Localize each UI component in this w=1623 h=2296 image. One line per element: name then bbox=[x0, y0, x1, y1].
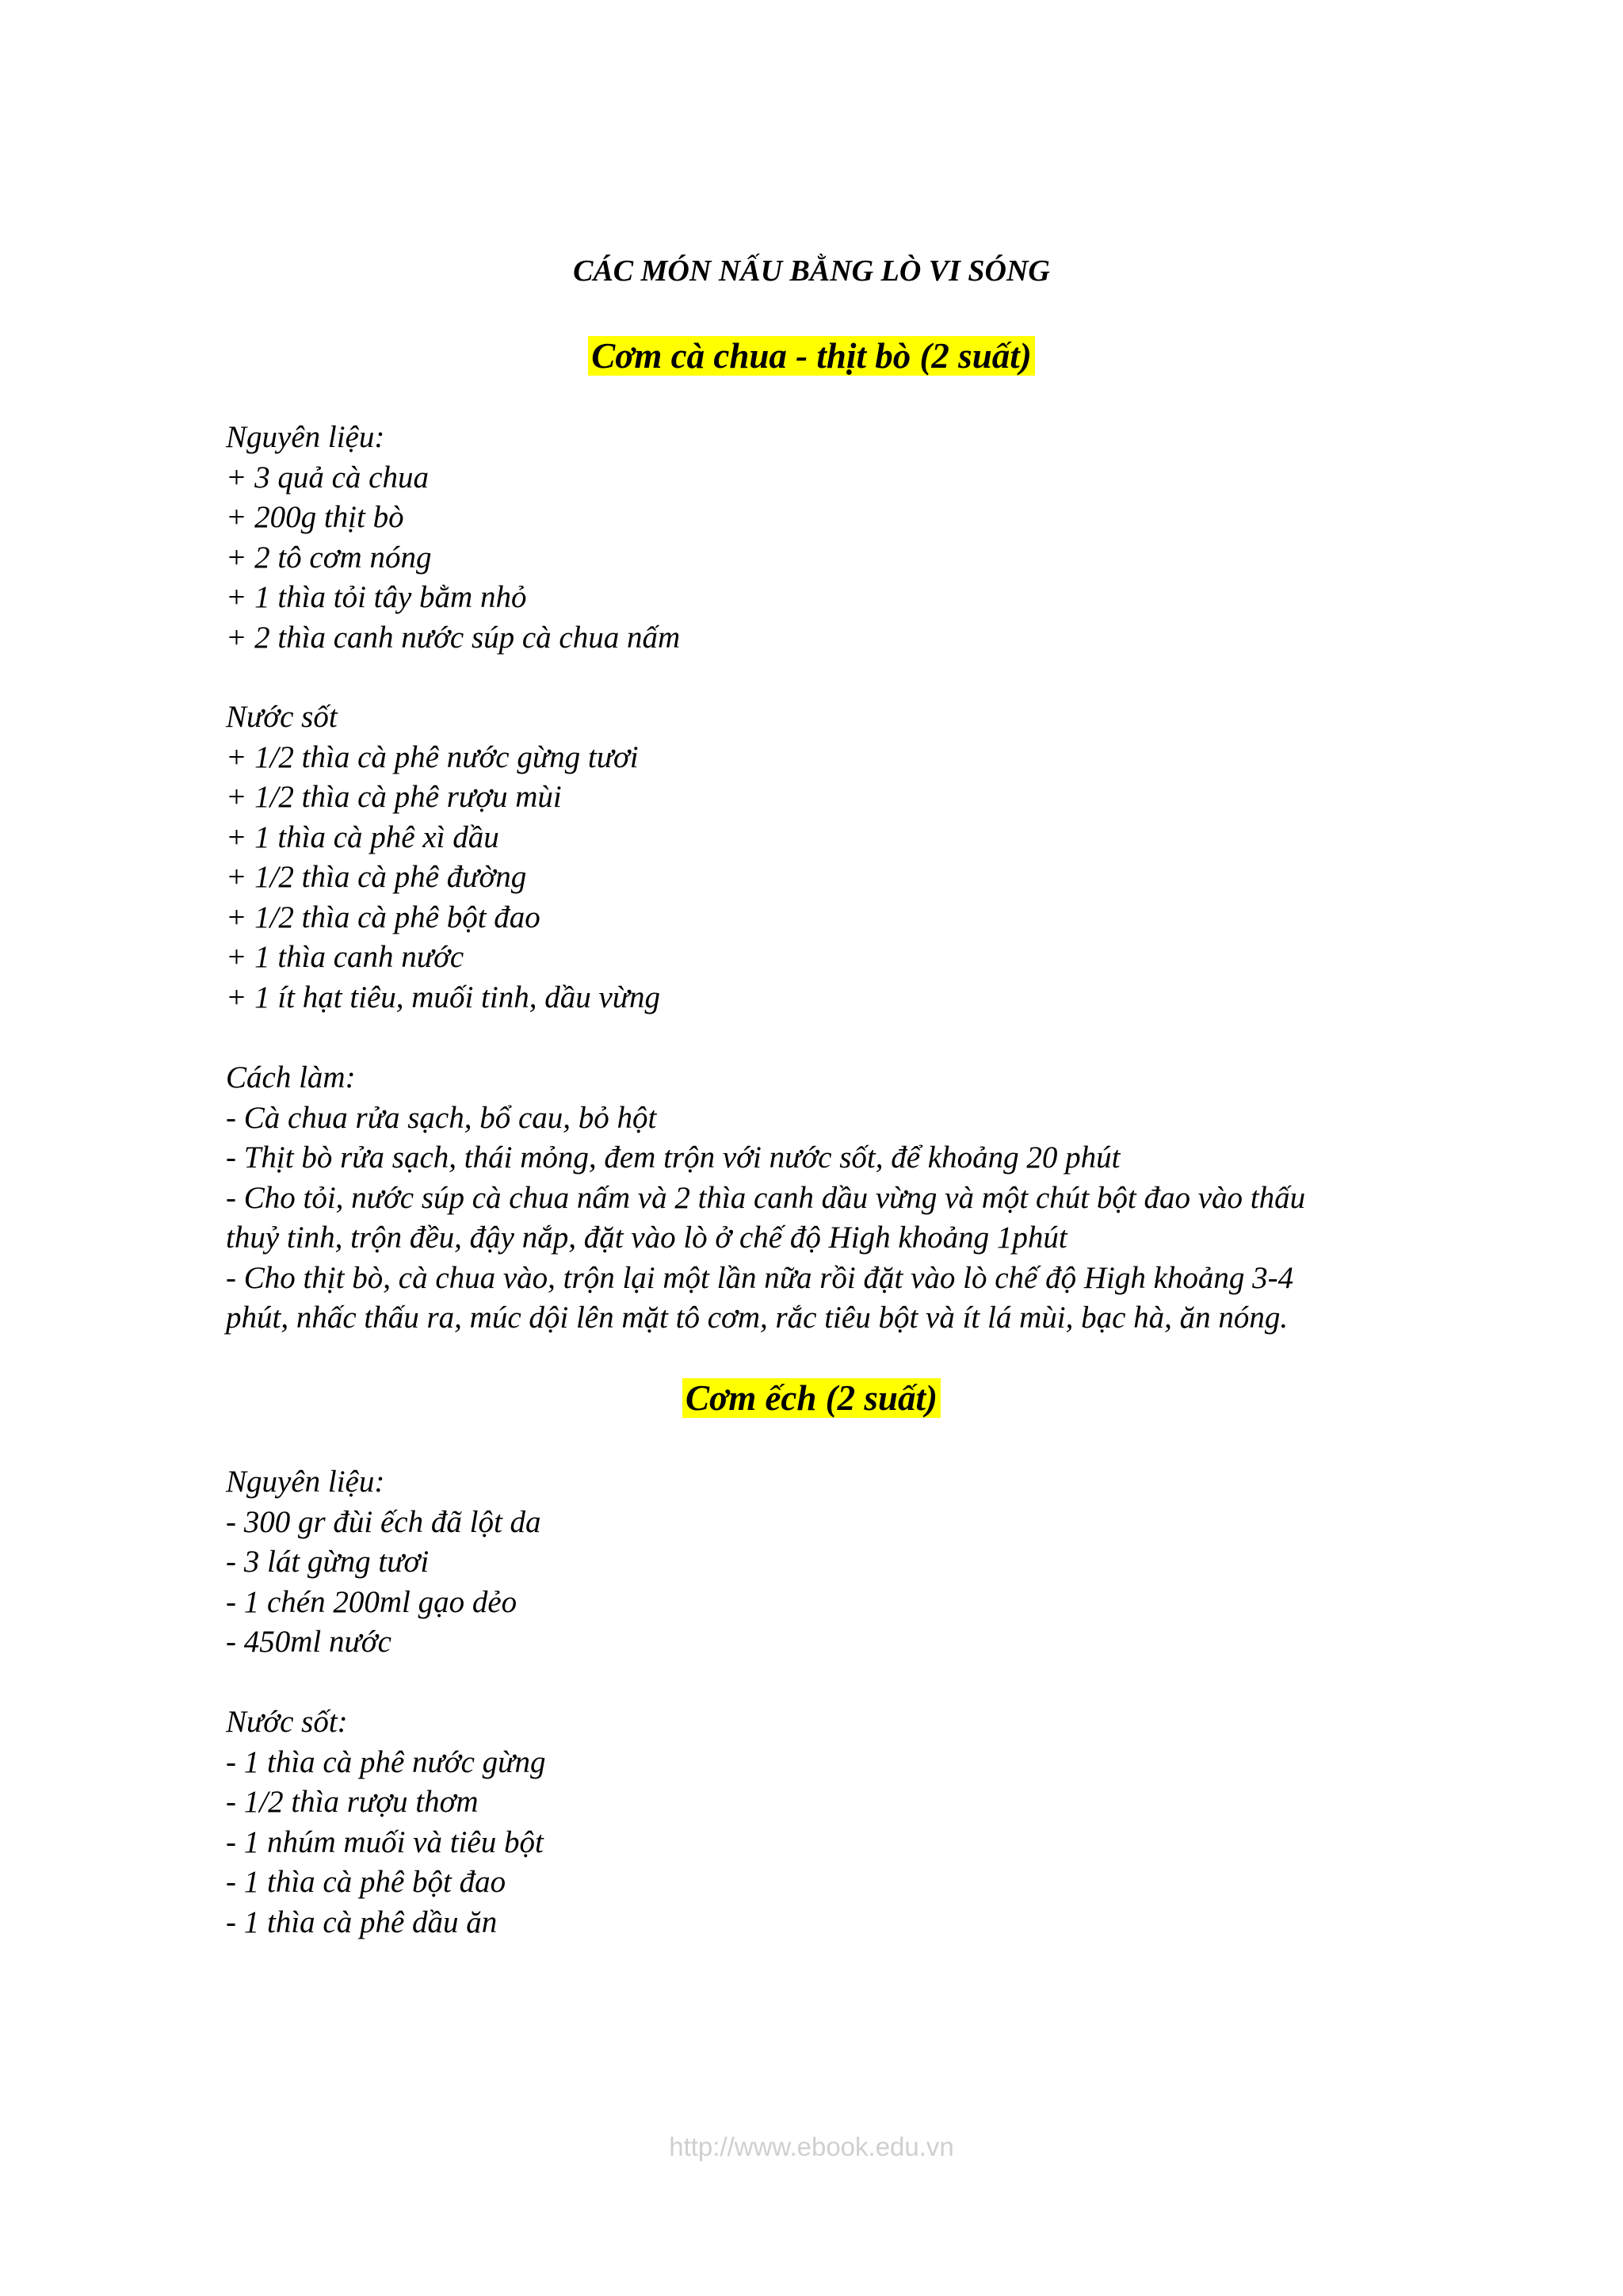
sauce-item: + 1 thìa cà phê xì dầu bbox=[226, 819, 499, 854]
ingredient-item: - 3 lát gừng tươi bbox=[226, 1545, 430, 1579]
method-line: - Cà chua rửa sạch, bổ cau, bỏ hột bbox=[226, 1100, 657, 1135]
sauce-heading: Nước sốt bbox=[226, 700, 338, 734]
ingredient-item: - 300 gr đùi ếch đã lột da bbox=[226, 1504, 541, 1539]
sauce-item: - 1 thìa cà phê bột đao bbox=[226, 1865, 506, 1899]
sauce-item: - 1 nhúm muối và tiêu bột bbox=[226, 1824, 544, 1859]
recipe-1-ingredients bbox=[226, 418, 1462, 658]
ingredient-item: + 200g thịt bò bbox=[226, 500, 404, 534]
method-line: - Cho tỏi, nước súp cà chua nấm và 2 thìa canh dầu vừng và một chút bột đao vào thấu bbox=[226, 1180, 1306, 1215]
recipe-title-frog-rice bbox=[0, 1375, 1623, 1421]
sauce-item: + 1 ít hạt tiêu, muối tinh, dầu vừng bbox=[226, 980, 661, 1014]
sauce-item: + 1 thìa canh nước bbox=[226, 940, 464, 974]
sauce-item: + 1/2 thìa cà phê đường bbox=[226, 860, 527, 894]
sauce-heading: Nước sốt: bbox=[226, 1705, 348, 1739]
method-line: thuỷ tinh, trộn đều, đậy nắp, đặt vào lò ở chế độ High khoảng 1phút bbox=[226, 1221, 1067, 1255]
method-line: phút, nhấc thấu ra, múc dội lên mặt tô cơm, rắc tiêu bột và ít lá mùi, bạc hà, ăn nóng. bbox=[226, 1301, 1289, 1335]
method-line: - Cho thịt bò, cà chua vào, trộn lại một lần nữa rồi đặt vào lò chế độ High khoảng 3-4 bbox=[226, 1260, 1294, 1295]
recipe-1-sauce bbox=[226, 697, 1462, 1018]
ingredient-item: + 2 tô cơm nóng bbox=[226, 540, 432, 575]
sauce-item: + 1/2 thìa cà phê nước gừng tươi bbox=[226, 739, 639, 774]
sauce-item: + 1/2 thìa cà phê rượu mùi bbox=[226, 780, 562, 814]
sauce-item: - 1 thìa cà phê nước gừng bbox=[226, 1744, 546, 1779]
ingredients-heading: Nguyên liệu: bbox=[226, 1465, 385, 1499]
document-title: CÁC MÓN NẤU BẰNG LÒ VI SÓNG bbox=[573, 254, 1050, 288]
ingredient-item: - 1 chén 200ml gạo dẻo bbox=[226, 1584, 517, 1619]
footer-url: http://www.ebook.edu.vn bbox=[669, 2132, 954, 2161]
recipe-title-highlight: Cơm ếch (2 suất) bbox=[682, 1378, 941, 1418]
ingredient-item: + 1 thìa tỏi tây bằm nhỏ bbox=[226, 580, 527, 614]
recipe-1-method bbox=[226, 1058, 1462, 1339]
recipe-title-highlight: Cơm cà chua - thịt bò (2 suất) bbox=[588, 336, 1034, 376]
recipe-title-tomato-beef-rice bbox=[0, 333, 1623, 379]
ingredients-heading: Nguyên liệu: bbox=[226, 420, 385, 454]
method-heading: Cách làm: bbox=[226, 1060, 356, 1095]
ingredient-item: + 3 quả cà chua bbox=[226, 460, 429, 495]
recipe-2-sauce bbox=[226, 1702, 1462, 1943]
recipe-2-ingredients bbox=[226, 1462, 1462, 1663]
sauce-item: - 1/2 thìa rượu thơm bbox=[226, 1785, 479, 1819]
ingredient-item: + 2 thìa canh nước súp cà chua nấm bbox=[226, 620, 681, 655]
method-line: - Thịt bò rửa sạch, thái mỏng, đem trộn với nước sốt, để khoảng 20 phút bbox=[226, 1140, 1121, 1175]
sauce-item: + 1/2 thìa cà phê bột đao bbox=[226, 900, 540, 934]
ingredient-item: - 450ml nước bbox=[226, 1625, 391, 1659]
sauce-item: - 1 thìa cà phê dầu ăn bbox=[226, 1904, 498, 1939]
